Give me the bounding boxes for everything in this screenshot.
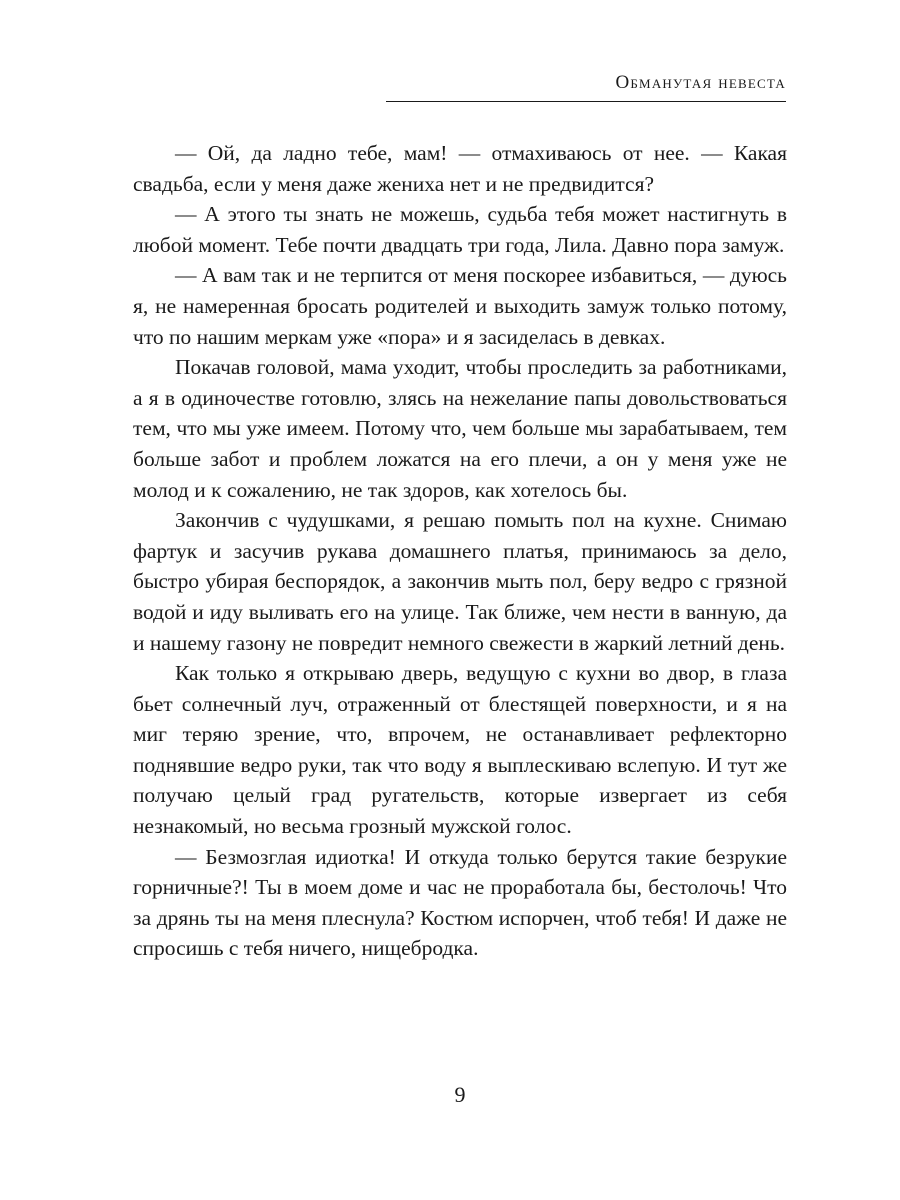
paragraph-1: — Ой, да ладно тебе, мам! — отмахиваюсь от нее. — Какая свадьба, если у меня даже жениха нет и не предвидится? [133,141,787,196]
page-number: 9 [454,1082,466,1107]
paragraph-3: — А вам так и не терпится от меня поскорее избавиться, — дуюсь я, не намеренная бросать родителей и выходить замуж только потому, что по нашим меркам уже «пора» и я засиделась в девках. [133,263,787,349]
body-text [133,138,787,964]
paragraph-4: Покачав головой, мама уходит, чтобы проследить за работниками, а я в одиночестве готовлю, злясь на нежелание папы довольствоваться тем, что мы уже имеем. Потому что, чем больше мы зарабатываем, тем больше забот и проблем ложатся на его плечи, а он у меня уже не молод и к сожалению, не так здоров, как хотелось бы. [133,355,787,502]
paragraph-5: Закончив с чудушками, я решаю помыть пол на кухне. Снимаю фартук и засучив рукава домашнего платья, принимаюсь за дело, быстро убирая беспорядок, а закончив мыть пол, беру ведро с грязной водой и иду выливать его на улице. Так ближе, чем нести в ванную, да и нашему газону не повредит немного свежести в жаркий летний день. [133,508,787,655]
header-rule [386,101,786,102]
paragraph-7: — Безмозглая идиотка! И откуда только берутся такие безрукие горничные?! Ты в моем доме и час не проработала бы, бестолочь! Что за дрянь ты на меня плеснула? Костюм испорчен, чтоб тебя! И даже не спросишь с тебя ничего, нищебродка. [133,844,787,961]
paragraph-2: — А этого ты знать не можешь, судьба тебя может настигнуть в любой момент. Тебе почти двадцать три года, Лила. Давно пора замуж. [133,202,787,257]
running-head: Обманутая невеста [615,72,786,93]
paragraph-6: Как только я открываю дверь, ведущую с кухни во двор, в глаза бьет солнечный луч, отраженный от блестящей поверхности, и я на миг теряю зрение, что, впрочем, не останавливает рефлекторно поднявшие ведро руки, так что воду я выплескиваю вслепую. И тут же получаю целый град ругательств, которые извергает из себя незнакомый, но весьма грозный мужской голос. [133,661,787,839]
